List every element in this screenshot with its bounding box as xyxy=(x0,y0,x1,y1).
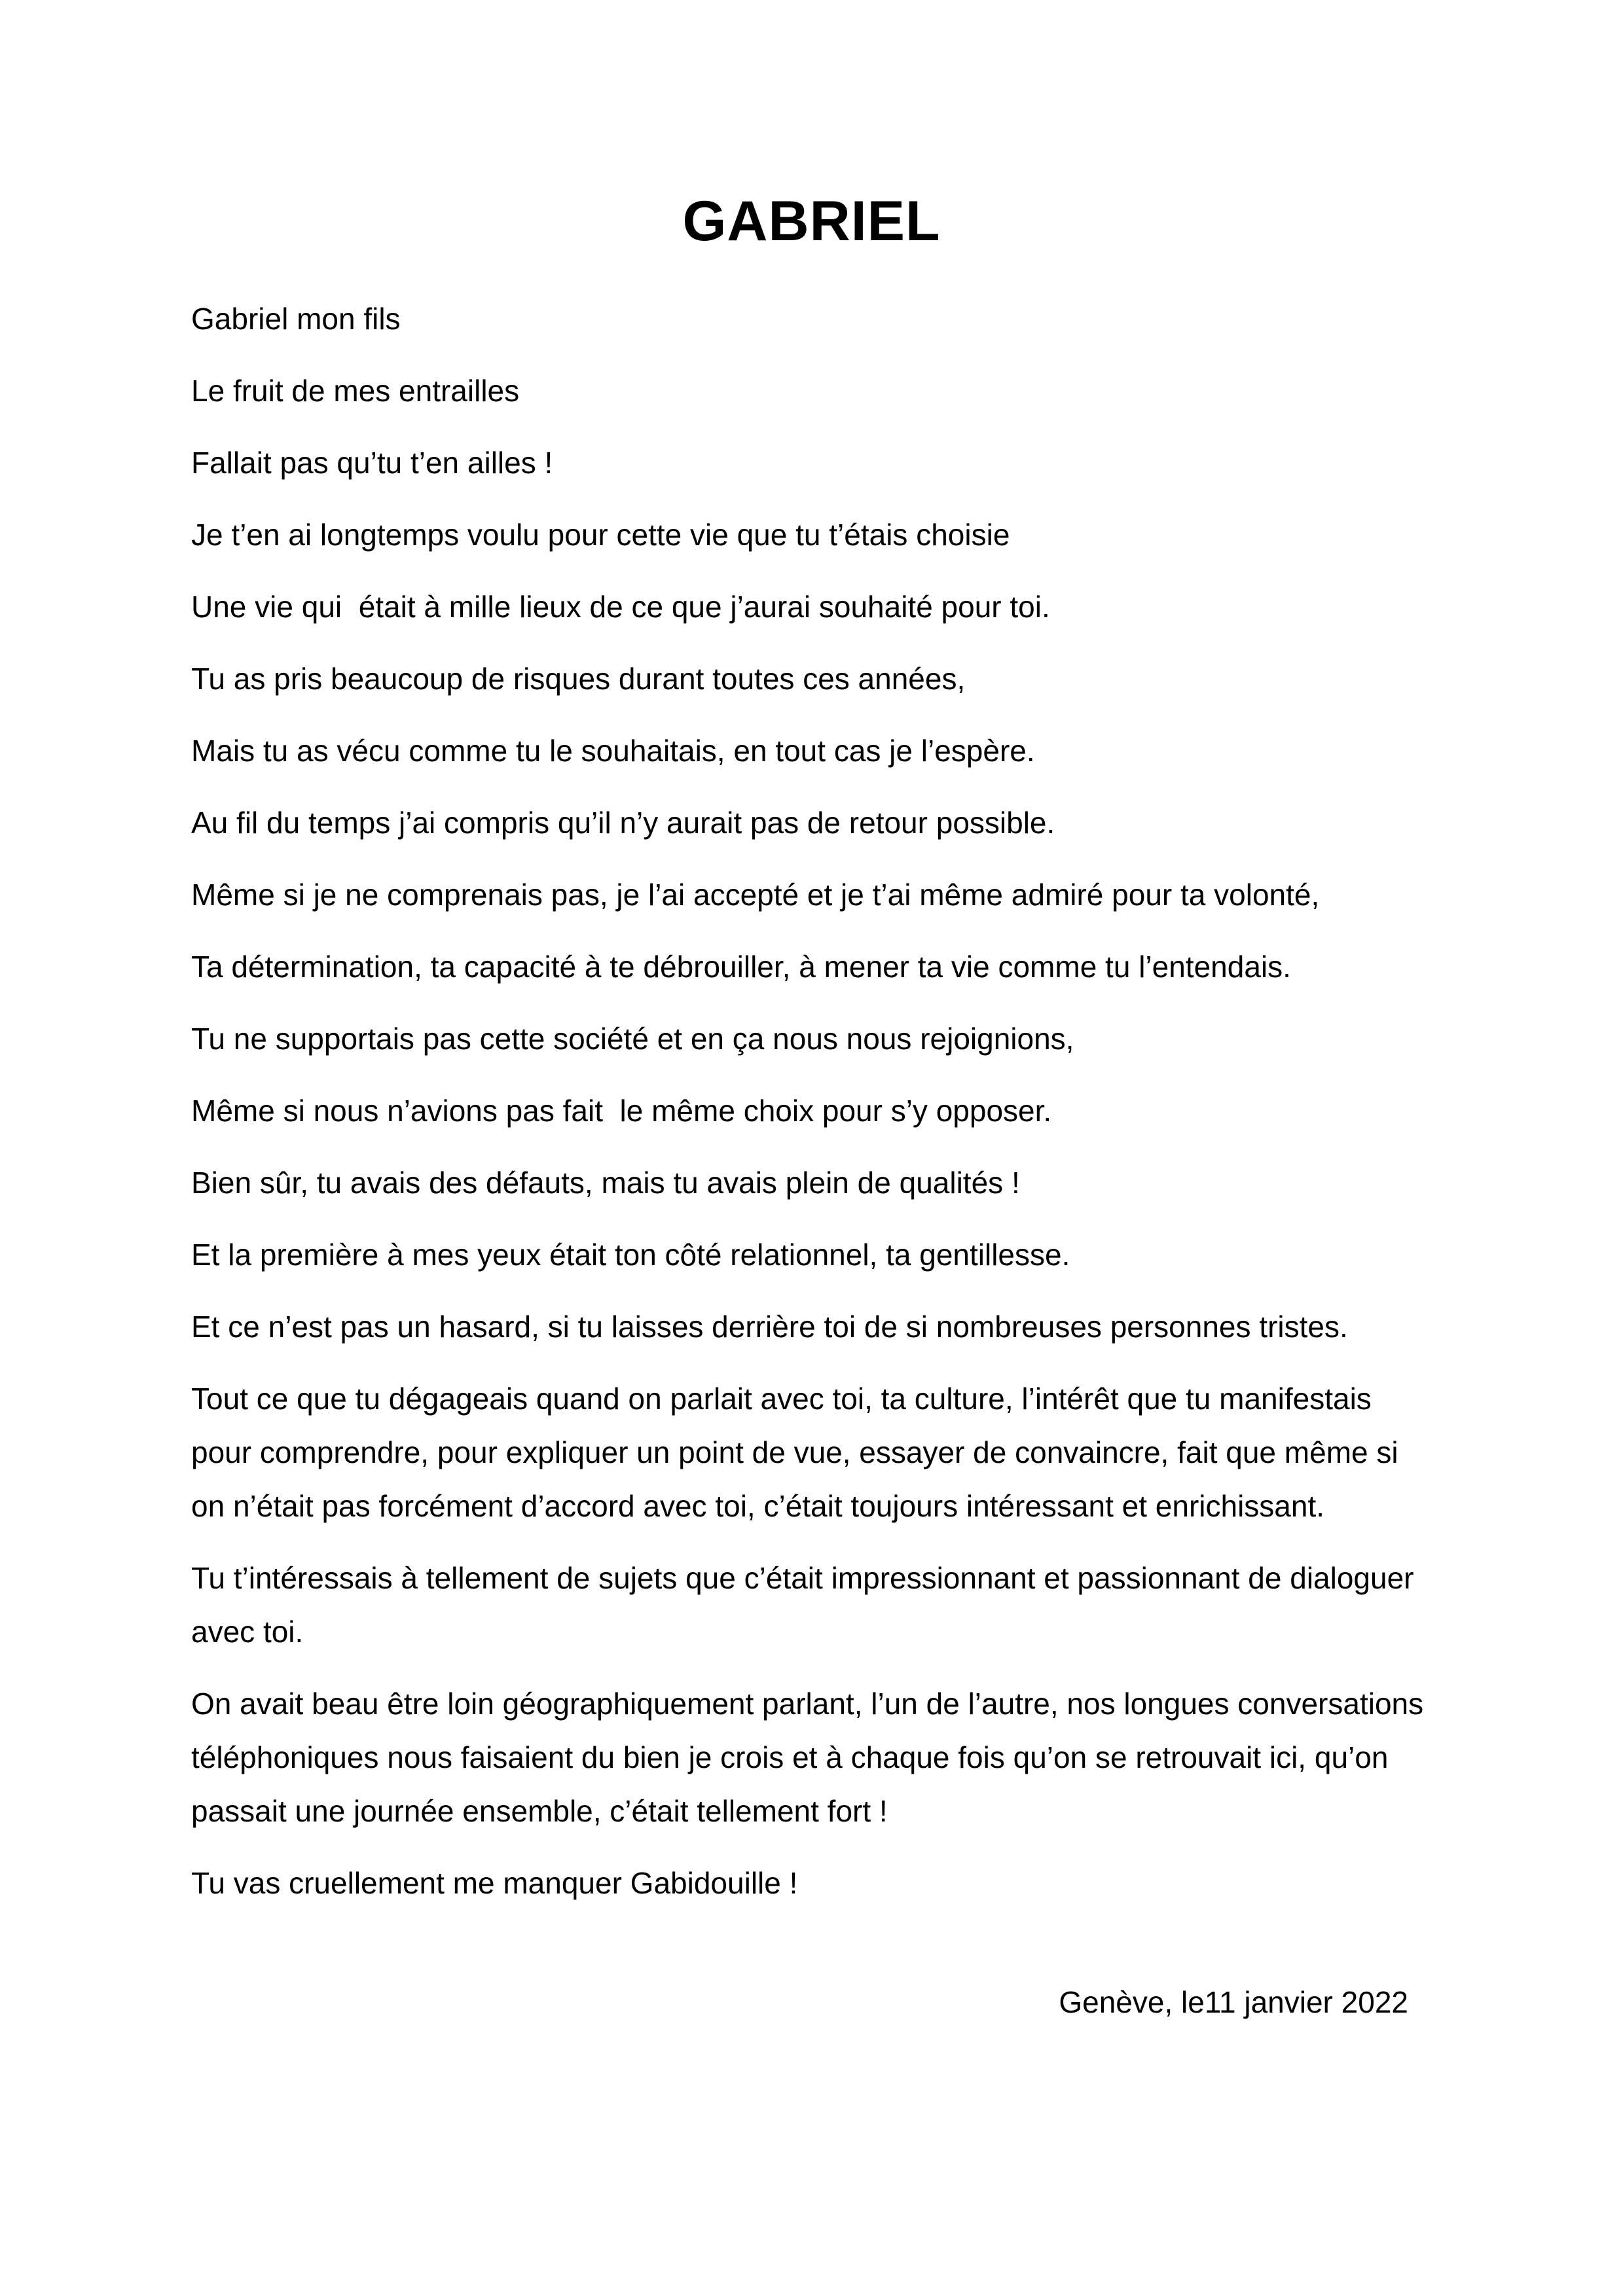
text-line: Même si je ne comprenais pas, je l’ai accepté et je t’ai même admiré pour ta volonté, xyxy=(191,878,1320,912)
text-line: Tout ce que tu dégageais quand on parlait avec toi, ta culture, l’intérêt que tu manifestais xyxy=(191,1382,1372,1416)
paragraph xyxy=(191,1084,1432,1138)
paragraph xyxy=(191,652,1432,706)
paragraph xyxy=(191,580,1432,634)
paragraph xyxy=(191,1156,1432,1210)
text-line: Tu vas cruellement me manquer Gabidouille ! xyxy=(191,1866,798,1900)
paragraph xyxy=(191,364,1432,418)
text-line: Tu as pris beaucoup de risques durant toutes ces années, xyxy=(191,662,966,696)
text-line: Le fruit de mes entrailles xyxy=(191,374,520,408)
paragraph xyxy=(191,1551,1432,1659)
text-line: Une vie qui était à mille lieux de ce que j’aurai souhaité pour toi. xyxy=(191,590,1050,624)
paragraph xyxy=(191,796,1432,850)
document-title: GABRIEL xyxy=(682,190,941,253)
document-content xyxy=(191,0,1432,2029)
paragraph xyxy=(191,1228,1432,1282)
paragraph xyxy=(191,868,1432,922)
paragraph xyxy=(191,940,1432,994)
text-line: Au fil du temps j’ai compris qu’il n’y aurait pas de retour possible. xyxy=(191,806,1055,840)
text-line: Je t’en ai longtemps voulu pour cette vie que tu t’étais choisie xyxy=(191,518,1010,552)
document-body xyxy=(191,292,1432,2029)
date-line: Genève, le11 janvier 2022 xyxy=(1059,1985,1408,2019)
text-line: Même si nous n’avions pas fait le même choix pour s’y opposer. xyxy=(191,1094,1052,1128)
paragraph xyxy=(191,436,1432,490)
paragraph xyxy=(191,292,1432,346)
text-line: Et ce n’est pas un hasard, si tu laisses derrière toi de si nombreuses personnes tristes. xyxy=(191,1310,1348,1344)
text-line: Gabriel mon fils xyxy=(191,302,401,336)
paragraph xyxy=(191,1856,1432,1910)
paragraph xyxy=(191,1012,1432,1066)
paragraph xyxy=(191,724,1432,778)
text-line: Tu t’intéressais à tellement de sujets que c’était impressionnant et passionnant de dialoguer xyxy=(191,1561,1414,1595)
paragraph xyxy=(191,1300,1432,1354)
text-line: téléphoniques nous faisaient du bien je crois et à chaque fois qu’on se retrouvait ici, qu’on xyxy=(191,1740,1389,1774)
text-line: Ta détermination, ta capacité à te débrouiller, à mener ta vie comme tu l’entendais. xyxy=(191,950,1291,984)
text-line: Mais tu as vécu comme tu le souhaitais, en tout cas je l’espère. xyxy=(191,734,1035,768)
text-line: on n’était pas forcément d’accord avec toi, c’était toujours intéressant et enrichissant. xyxy=(191,1489,1325,1523)
text-line: avec toi. xyxy=(191,1615,304,1649)
paragraph xyxy=(191,1372,1432,1533)
paragraph xyxy=(191,1677,1432,1838)
text-line: On avait beau être loin géographiquement parlant, l’un de l’autre, nos longues conversations xyxy=(191,1687,1424,1721)
text-line: passait une journée ensemble, c’était tellement fort ! xyxy=(191,1794,888,1828)
text-line: Fallait pas qu’tu t’en ailles ! xyxy=(191,446,553,480)
text-line: Tu ne supportais pas cette société et en ça nous nous rejoignions, xyxy=(191,1022,1074,1056)
paragraph xyxy=(191,508,1432,562)
text-line: pour comprendre, pour expliquer un point de vue, essayer de convaincre, fait que même si xyxy=(191,1435,1398,1469)
text-line: Bien sûr, tu avais des défauts, mais tu avais plein de qualités ! xyxy=(191,1166,1020,1200)
text-line: Et la première à mes yeux était ton côté relationnel, ta gentillesse. xyxy=(191,1238,1070,1272)
